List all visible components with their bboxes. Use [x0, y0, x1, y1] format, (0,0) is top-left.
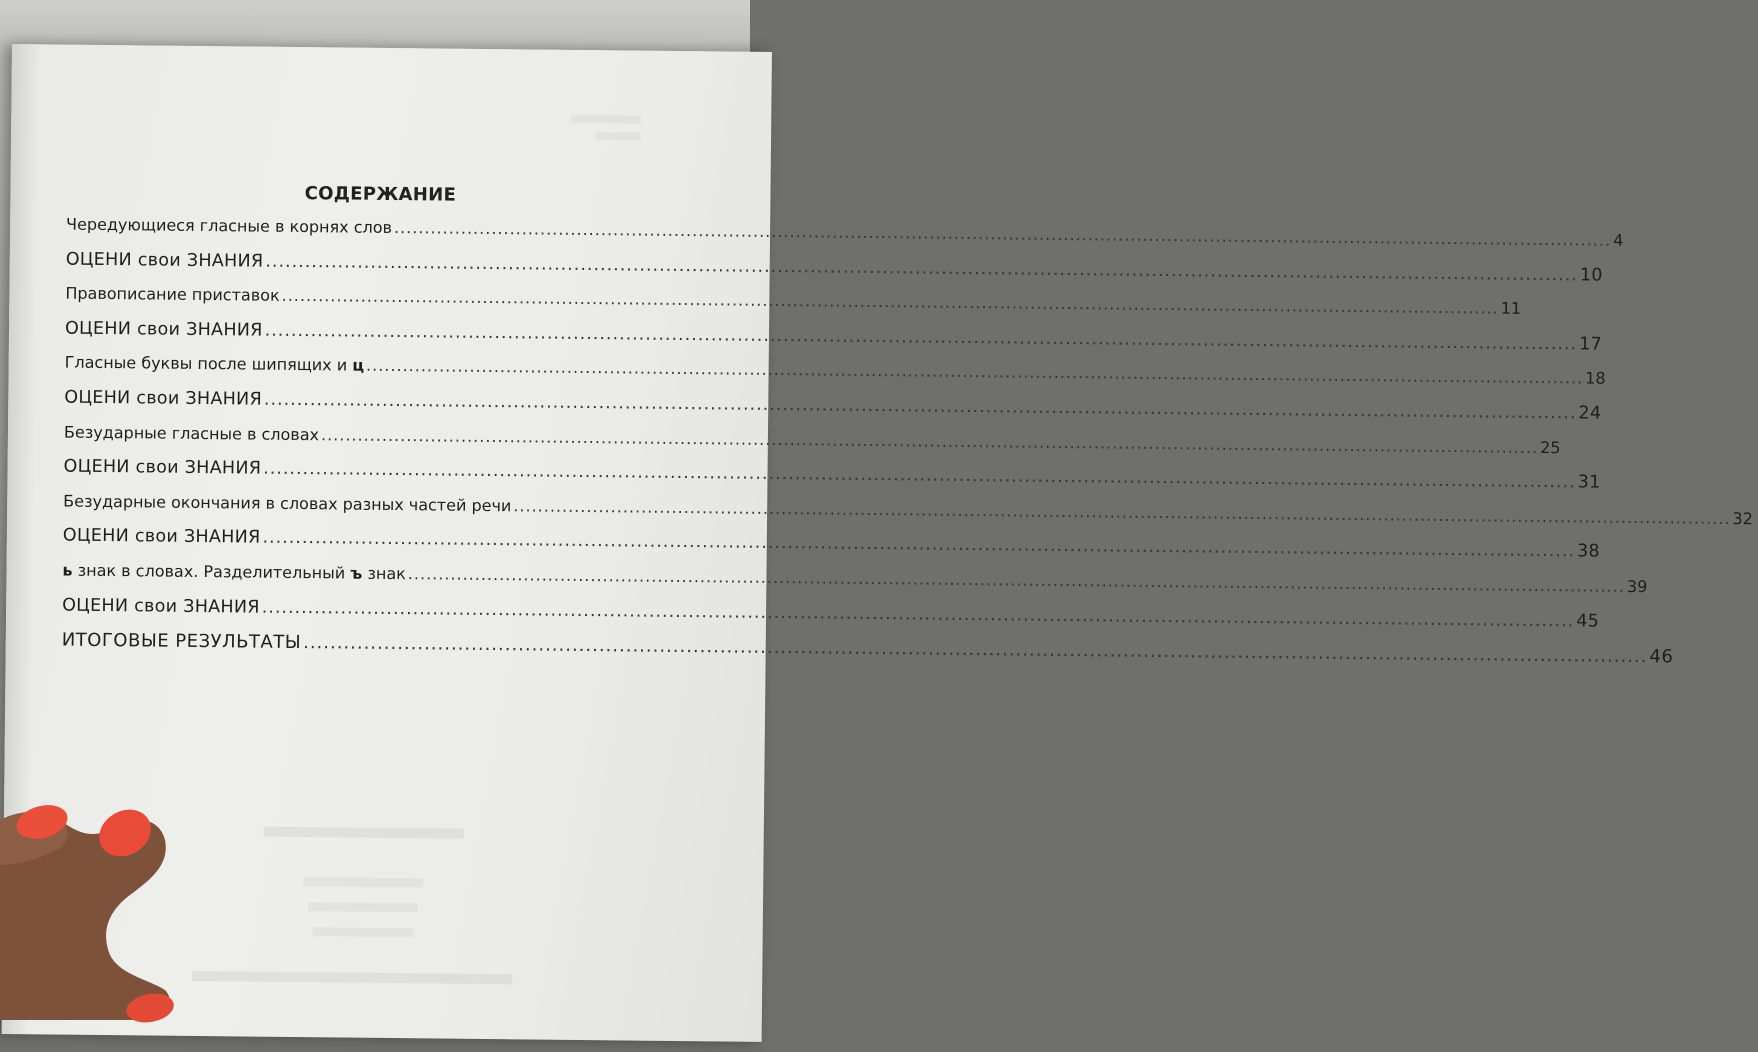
bleed-through-line [571, 115, 641, 124]
toc-entry-text: ОЦЕНИ свои ЗНАНИЯ [65, 249, 264, 272]
toc-page-number: 31 [1577, 472, 1601, 493]
toc-leader-dots: ........................................................................................................................................................................................................ [263, 389, 1577, 424]
toc-page-number: 32 [1732, 508, 1753, 529]
toc-entry-title [65, 318, 263, 340]
toc-entry-text: ОЦЕНИ свои ЗНАНИЯ [62, 525, 261, 548]
toc-entry-title [63, 526, 261, 548]
toc-entry-bold-letter: ъ [350, 563, 363, 583]
toc-leader-dots: ........................................................................................................................................................................................................ [261, 597, 1575, 631]
toc-page-number: 10 [1579, 265, 1603, 286]
toc-leader-dots: ........................................................................................................................................................................................................ [264, 320, 1578, 355]
toc-entry-title [62, 595, 260, 617]
toc-page-number: 38 [1576, 541, 1600, 562]
toc-page-number: 11 [1500, 298, 1522, 319]
toc-leader-dots: ........................................................................................................................................................................................................ [281, 286, 1499, 318]
toc-entry-title [64, 422, 319, 444]
toc-entry-text: Гласные буквы после шипящих и [64, 352, 353, 375]
toc-leader-dots: ........................................................................................................................................................................................................ [407, 564, 1626, 596]
bleed-through-line [192, 971, 512, 984]
bleed-through-line [303, 877, 423, 887]
toc-leader-dots: ........................................................................................................................................................................................................ [262, 527, 1576, 562]
toc-entry-title [66, 215, 392, 237]
toc-entry-title [63, 491, 511, 515]
toc-entry-text: Чередующиеся гласные в корнях слов [66, 214, 393, 237]
toc-entry-text: ИТОГОВЫЕ РЕЗУЛЬТАТЫ [61, 629, 302, 654]
toc-page-number: 46 [1649, 646, 1674, 668]
toc-entry-title [63, 457, 261, 479]
toc-leader-dots: ........................................................................................................................................................................................................ [366, 356, 1584, 388]
toc-heading [10, 180, 770, 209]
toc-page-number: 25 [1540, 437, 1561, 457]
toc-leader-dots: ........................................................................................................................................................................................................ [393, 218, 1612, 250]
toc-entry-text: Безударные гласные в словах [63, 422, 320, 444]
toc-entry-bold-letter: ь [62, 560, 73, 580]
toc-entry-text: ОЦЕНИ свои ЗНАНИЯ [64, 318, 263, 341]
toc-entry-title [62, 630, 302, 654]
toc-leader-dots: ........................................................................................................................................................................................................ [265, 251, 1579, 286]
toc-entry-bold-letter: ц [352, 355, 365, 376]
toc-entry-text: знак [362, 563, 406, 584]
table-of-contents [61, 214, 1753, 671]
toc-page-number: 45 [1576, 610, 1600, 632]
toc-entry-text: ОЦЕНИ свои ЗНАНИЯ [62, 595, 260, 618]
toc-page-number: 17 [1579, 334, 1603, 355]
toc-entry-text: ОЦЕНИ свои ЗНАНИЯ [63, 456, 262, 479]
bleed-through-line [308, 902, 418, 912]
toc-entry-title [66, 249, 264, 271]
toc-entry-text: Безударные окончания в словах разных частей речи [63, 491, 512, 516]
toc-entry-title [64, 388, 262, 410]
hand-holding-page [0, 780, 190, 1020]
toc-page-number: 18 [1585, 368, 1606, 389]
toc-entry-title [65, 284, 279, 305]
toc-entry-text: Правописание приставок [65, 283, 280, 306]
toc-heading-text: СОДЕРЖАНИЕ [304, 183, 457, 206]
toc-entry-title [62, 560, 406, 583]
bleed-through-line [264, 827, 464, 839]
toc-page-number: 24 [1578, 403, 1602, 424]
toc-leader-dots: ........................................................................................................................................................................................................ [513, 496, 1731, 528]
toc-leader-dots: ........................................................................................................................................................................................................ [303, 632, 1648, 668]
toc-leader-dots: ........................................................................................................................................................................................................ [320, 424, 1539, 457]
toc-page-number: 39 [1626, 576, 1648, 597]
toc-entry [61, 629, 1674, 671]
toc-entry-text: ОЦЕНИ свои ЗНАНИЯ [64, 387, 263, 410]
toc-leader-dots: ........................................................................................................................................................................................................ [263, 458, 1576, 493]
bleed-through-line [596, 132, 641, 140]
toc-entry-text: знак в словах. Разделительный [72, 560, 351, 583]
bleed-through-line [313, 927, 413, 937]
toc-entry-title [65, 353, 365, 375]
toc-page-number: 4 [1613, 230, 1624, 250]
